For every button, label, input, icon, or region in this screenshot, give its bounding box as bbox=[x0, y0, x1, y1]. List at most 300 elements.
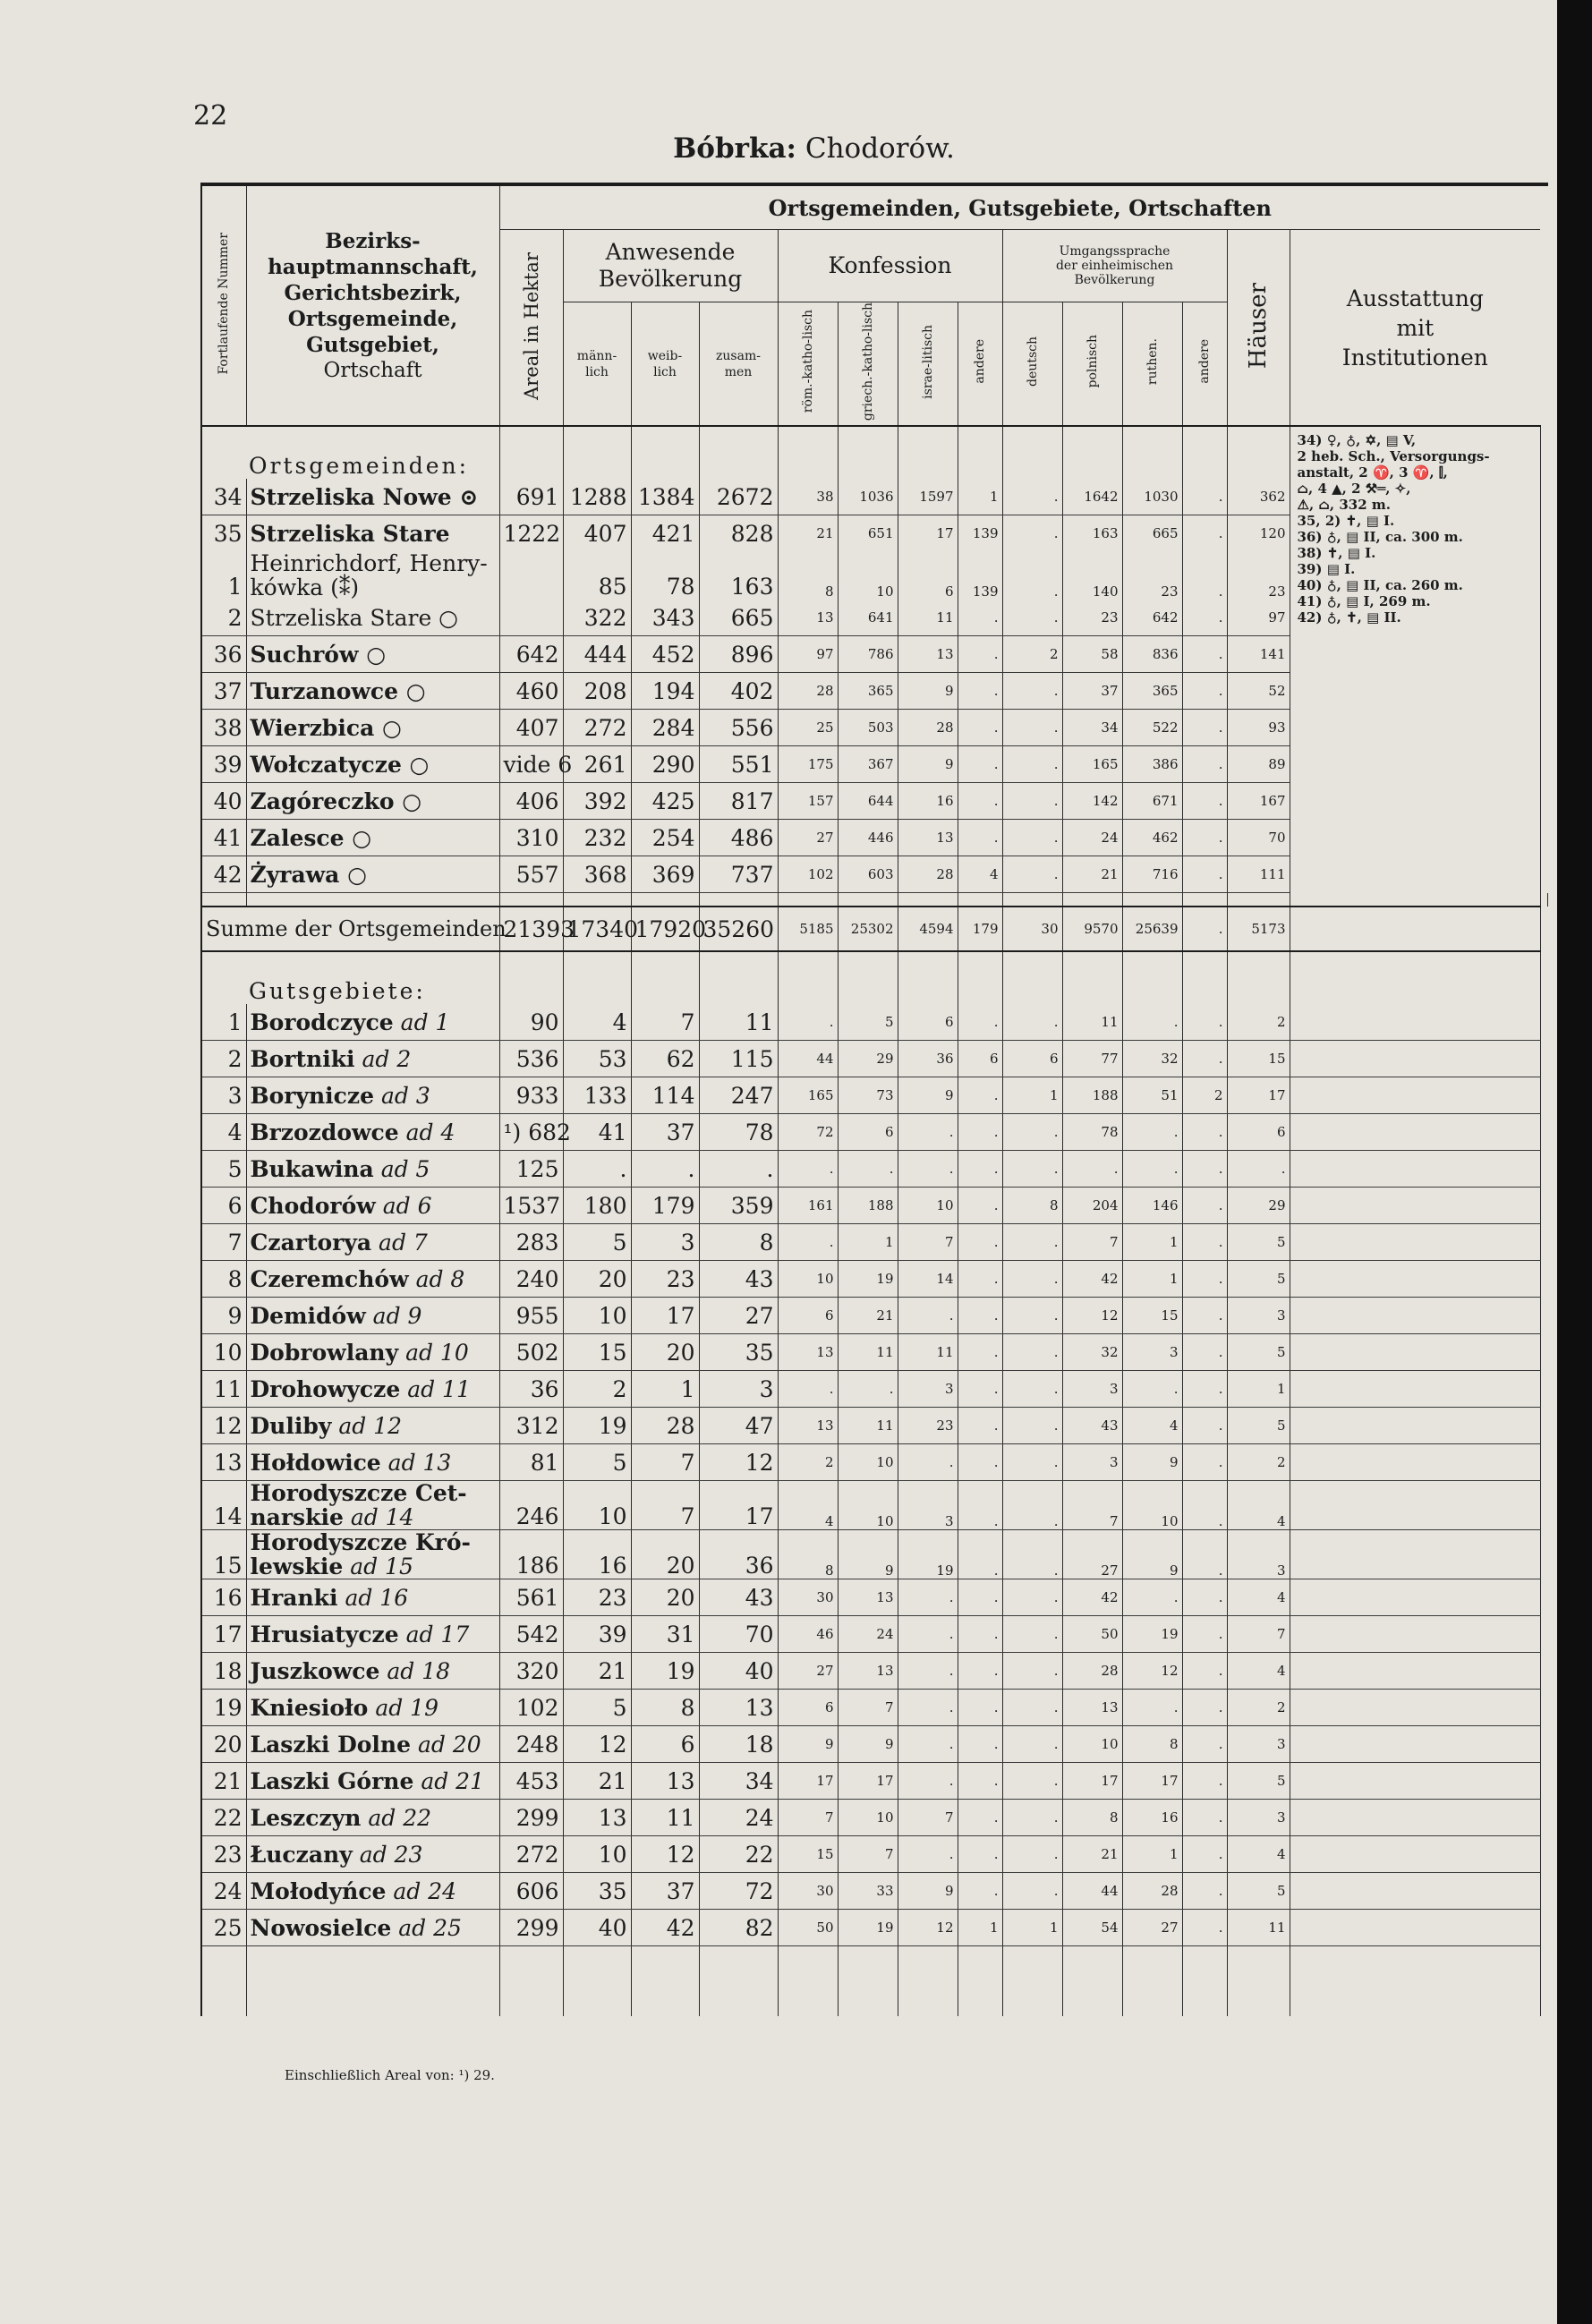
cell-pl: 13 bbox=[1062, 1690, 1122, 1726]
col-weiblich: weib- lich bbox=[631, 302, 699, 427]
cell-z: 18 bbox=[699, 1726, 778, 1763]
cell-ua: . bbox=[1182, 479, 1227, 515]
place-reference: ad 21 bbox=[421, 1767, 484, 1794]
row-number: 35 bbox=[201, 515, 246, 552]
cell-and: 139 bbox=[958, 515, 1002, 552]
place-name bbox=[246, 1873, 499, 1910]
cell-pl: 3 bbox=[1062, 1371, 1122, 1408]
heading-district: Bóbrka: bbox=[673, 132, 796, 165]
place-name bbox=[246, 1298, 499, 1334]
cell-isr: 11 bbox=[898, 600, 958, 636]
row-number: 24 bbox=[201, 1873, 246, 1910]
cell-and: . bbox=[958, 1763, 1002, 1800]
cell-de: . bbox=[1002, 1836, 1062, 1873]
gutsgebiet-row bbox=[201, 1910, 1548, 1946]
place-name-text: Dobrowlany bbox=[250, 1339, 399, 1366]
cell-z: 24 bbox=[699, 1800, 778, 1836]
place-reference: ad 3 bbox=[380, 1082, 430, 1109]
statistics-table bbox=[200, 183, 1548, 2016]
cell-ru: 642 bbox=[1122, 600, 1182, 636]
cell-de: . bbox=[1002, 551, 1062, 600]
row-number: 15 bbox=[201, 1530, 246, 1579]
cell-ru: 716 bbox=[1122, 856, 1182, 893]
cell-de: . bbox=[1002, 1800, 1062, 1836]
cell-areal: 81 bbox=[499, 1444, 563, 1481]
place-name bbox=[246, 1261, 499, 1298]
cell-ua: . bbox=[1182, 1579, 1227, 1616]
cell-ua: . bbox=[1182, 673, 1227, 710]
row-number: 38 bbox=[201, 710, 246, 746]
gutsgebiet-row bbox=[201, 1726, 1548, 1763]
cell-z: 78 bbox=[699, 1114, 778, 1151]
place-name bbox=[246, 1690, 499, 1726]
cell-gk: 644 bbox=[838, 783, 898, 820]
place-name-text: Bortniki bbox=[250, 1045, 355, 1072]
place-name bbox=[246, 1616, 499, 1653]
cell-ua: . bbox=[1182, 746, 1227, 783]
row-number: 16 bbox=[201, 1579, 246, 1616]
cell-and: . bbox=[958, 1114, 1002, 1151]
row-number: 40 bbox=[201, 783, 246, 820]
place-name bbox=[246, 783, 499, 820]
cell-areal: 536 bbox=[499, 1041, 563, 1077]
cell-h: 23 bbox=[1227, 551, 1290, 600]
cell-gk: 7 bbox=[838, 1836, 898, 1873]
cell-w: 8 bbox=[631, 1690, 699, 1726]
cell-de: . bbox=[1002, 1371, 1062, 1408]
cell-pl: 42 bbox=[1062, 1261, 1122, 1298]
row-number: 37 bbox=[201, 673, 246, 710]
cell-de: . bbox=[1002, 1298, 1062, 1334]
row-number: 39 bbox=[201, 746, 246, 783]
cell-w: 78 bbox=[631, 551, 699, 600]
col-group-anwesende: Anwesende Bevölkerung bbox=[563, 230, 778, 302]
cell-de: . bbox=[1002, 746, 1062, 783]
cell-rk: 97 bbox=[778, 636, 838, 673]
cell-ua: . bbox=[1182, 820, 1227, 856]
cell-ua: . bbox=[1182, 1481, 1227, 1530]
cell-ua: . bbox=[1182, 856, 1227, 893]
cell-isr: . bbox=[898, 1616, 958, 1653]
place-name-text: Mołodyńce bbox=[250, 1877, 387, 1904]
cell-ru: 27 bbox=[1122, 1910, 1182, 1946]
cell-z: 896 bbox=[699, 636, 778, 673]
cell-and: . bbox=[958, 783, 1002, 820]
cell-pl: 42 bbox=[1062, 1579, 1122, 1616]
cell-and: 6 bbox=[958, 1041, 1002, 1077]
place-name-text: Żyrawa ○ bbox=[250, 861, 367, 888]
cell-w: 20 bbox=[631, 1334, 699, 1371]
cell-de: . bbox=[1002, 1726, 1062, 1763]
place-name-text: Leszczyn bbox=[250, 1804, 362, 1831]
cell-areal: 453 bbox=[499, 1763, 563, 1800]
place-reference: ad 5 bbox=[380, 1155, 430, 1182]
cell-ua: . bbox=[1182, 515, 1227, 552]
cell-z: 828 bbox=[699, 515, 778, 552]
cell-m: 5 bbox=[563, 1224, 631, 1261]
cell-w: 343 bbox=[631, 600, 699, 636]
cell-areal: 406 bbox=[499, 783, 563, 820]
cell-w: . bbox=[631, 1151, 699, 1188]
cell-ru: 1 bbox=[1122, 1261, 1182, 1298]
cell-ua: . bbox=[1182, 1530, 1227, 1579]
cell-pl: 58 bbox=[1062, 636, 1122, 673]
cell-z: 36 bbox=[699, 1530, 778, 1579]
cell-z: 43 bbox=[699, 1579, 778, 1616]
cell-z: 35 bbox=[699, 1334, 778, 1371]
place-reference: ad 10 bbox=[405, 1339, 469, 1366]
gutsgebiet-row bbox=[201, 1224, 1548, 1261]
cell-rk: 27 bbox=[778, 820, 838, 856]
cell-w: 421 bbox=[631, 515, 699, 552]
cell-gk: 10 bbox=[838, 1481, 898, 1530]
cell-de: . bbox=[1002, 783, 1062, 820]
place-reference: ad 14 bbox=[350, 1504, 414, 1531]
cell-h: 15 bbox=[1227, 1041, 1290, 1077]
cell-areal: 125 bbox=[499, 1151, 563, 1188]
place-name-text: Bukawina bbox=[250, 1155, 374, 1182]
cell-m: 85 bbox=[563, 551, 631, 600]
cell-h: 5 bbox=[1227, 1408, 1290, 1444]
cell-rk: 10 bbox=[778, 1261, 838, 1298]
place-name bbox=[246, 1763, 499, 1800]
cell-de: . bbox=[1002, 1261, 1062, 1298]
cell-pl: 77 bbox=[1062, 1041, 1122, 1077]
cell-w: 13 bbox=[631, 1763, 699, 1800]
row-number: 12 bbox=[201, 1408, 246, 1444]
cell-and: 139 bbox=[958, 551, 1002, 600]
gutsgebiet-row bbox=[201, 1579, 1548, 1616]
cell-h: 52 bbox=[1227, 673, 1290, 710]
cell-de: . bbox=[1002, 673, 1062, 710]
row-number: 42 bbox=[201, 856, 246, 893]
cell-and: . bbox=[958, 1800, 1002, 1836]
cell-pl: 54 bbox=[1062, 1910, 1122, 1946]
cell-pl: 32 bbox=[1062, 1334, 1122, 1371]
cell-h: 120 bbox=[1227, 515, 1290, 552]
cell-h: 4 bbox=[1227, 1481, 1290, 1530]
place-name-text: Strzeliska Stare bbox=[250, 520, 450, 547]
gutsgebiet-row bbox=[201, 1151, 1548, 1188]
cell-pl: 188 bbox=[1062, 1077, 1122, 1114]
cell-gk: 33 bbox=[838, 1873, 898, 1910]
cell-m: 272 bbox=[563, 710, 631, 746]
heading-court: Chodorów. bbox=[805, 132, 955, 165]
cell-and: . bbox=[958, 1616, 1002, 1653]
cell-ru: 9 bbox=[1122, 1530, 1182, 1579]
place-name-text: Hranki bbox=[250, 1584, 338, 1611]
row-number: 25 bbox=[201, 1910, 246, 1946]
cell-isr: . bbox=[898, 1444, 958, 1481]
cell-ua: . bbox=[1182, 551, 1227, 600]
cell-pl: 44 bbox=[1062, 1873, 1122, 1910]
gutsgebiet-row bbox=[201, 1653, 1548, 1690]
cell-gk: 21 bbox=[838, 1298, 898, 1334]
ausstattung-notes: 34) ♀, ♁, ✡, ▤ V, 2 heb. Sch., Versorgungs- anstalt, 2 ♈, 3 ♈, ⫿, ⌂, 4 ▲, 2 ⚒═, ✧, ⚠, ⌂, 332 m. 35, 2) ✝, ▤ I. 36) ♁, ▤ II, ca. 300 m. 38) ✝, ▤ I. 39) ▤ I. 40) ♁, ▤ II, ca. 260 m. 41) ♁, ▤ I, 269 m. 42) ♁, ✝, ▤ II. bbox=[1297, 432, 1490, 626]
row-number: 6 bbox=[201, 1188, 246, 1224]
cell-m: 208 bbox=[563, 673, 631, 710]
place-name bbox=[246, 1041, 499, 1077]
col-griech-kath: griech.-katho-lisch bbox=[838, 302, 898, 427]
cell-rk: 27 bbox=[778, 1653, 838, 1690]
cell-areal bbox=[499, 600, 563, 636]
cell-rk: 165 bbox=[778, 1077, 838, 1114]
place-name-text: Kniesioło bbox=[250, 1694, 369, 1721]
cell-gk: 13 bbox=[838, 1653, 898, 1690]
cell-w: 3 bbox=[631, 1224, 699, 1261]
cell-m: 261 bbox=[563, 746, 631, 783]
cell-isr: 3 bbox=[898, 1481, 958, 1530]
cell-rk: 102 bbox=[778, 856, 838, 893]
row-number: 34 bbox=[201, 479, 246, 515]
cell-m: 10 bbox=[563, 1481, 631, 1530]
place-name bbox=[246, 1114, 499, 1151]
cell-z: 34 bbox=[699, 1763, 778, 1800]
place-reference: ad 25 bbox=[398, 1914, 462, 1941]
cell-m: . bbox=[563, 1151, 631, 1188]
cell-ua: 2 bbox=[1182, 1077, 1227, 1114]
cell-de: . bbox=[1002, 710, 1062, 746]
cell-h: 97 bbox=[1227, 600, 1290, 636]
cell-z: 163 bbox=[699, 551, 778, 600]
cell-isr: 7 bbox=[898, 1224, 958, 1261]
cell-gk: 10 bbox=[838, 1800, 898, 1836]
cell-rk: . bbox=[778, 1371, 838, 1408]
cell-de: 1 bbox=[1002, 1910, 1062, 1946]
cell-w: 1 bbox=[631, 1371, 699, 1408]
gutsgebiet-row bbox=[201, 1616, 1548, 1653]
cell-ua: . bbox=[1182, 1151, 1227, 1188]
cell-m: 39 bbox=[563, 1616, 631, 1653]
cell-w: 179 bbox=[631, 1188, 699, 1224]
cell-rk: 6 bbox=[778, 1690, 838, 1726]
cell-h: 167 bbox=[1227, 783, 1290, 820]
col-sprache-andere: andere bbox=[1182, 302, 1227, 427]
cell-ua: . bbox=[1182, 1800, 1227, 1836]
col-group-main: Ortsgemeinden, Gutsgebiete, Ortschaften bbox=[499, 184, 1540, 230]
cell-z: 486 bbox=[699, 820, 778, 856]
place-reference: ad 1 bbox=[400, 1009, 450, 1035]
cell-areal: 310 bbox=[499, 820, 563, 856]
cell-de: . bbox=[1002, 1690, 1062, 1726]
place-name bbox=[246, 1836, 499, 1873]
cell-h: 7 bbox=[1227, 1616, 1290, 1653]
cell-ru: 32 bbox=[1122, 1041, 1182, 1077]
cell-h: 362 bbox=[1227, 479, 1290, 515]
row-number: 13 bbox=[201, 1444, 246, 1481]
cell-gk: 641 bbox=[838, 600, 898, 636]
cell-areal: 407 bbox=[499, 710, 563, 746]
cell-w: 12 bbox=[631, 1836, 699, 1873]
cell-areal: ¹) 682 bbox=[499, 1114, 563, 1151]
cell-de: . bbox=[1002, 1579, 1062, 1616]
cell-de: . bbox=[1002, 1444, 1062, 1481]
cell-ua: . bbox=[1182, 1334, 1227, 1371]
place-reference: ad 20 bbox=[417, 1731, 481, 1758]
place-name bbox=[246, 746, 499, 783]
place-reference: ad 9 bbox=[372, 1302, 422, 1329]
place-name-text: Wierzbica ○ bbox=[250, 714, 402, 741]
cell-pl: 8 bbox=[1062, 1800, 1122, 1836]
cell-m: 21 bbox=[563, 1763, 631, 1800]
col-israel: israe-litisch bbox=[898, 302, 958, 427]
cell-and: . bbox=[958, 1836, 1002, 1873]
cell-areal: 642 bbox=[499, 636, 563, 673]
cell-w: 11 bbox=[631, 1800, 699, 1836]
cell-gk: 651 bbox=[838, 515, 898, 552]
cell-areal: 460 bbox=[499, 673, 563, 710]
cell-w: 17920 bbox=[631, 907, 699, 951]
cell-rk: . bbox=[778, 1224, 838, 1261]
cell-isr: 12 bbox=[898, 1910, 958, 1946]
cell-ru: . bbox=[1122, 1371, 1182, 1408]
cell-and: . bbox=[958, 1151, 1002, 1188]
cell-h: 1 bbox=[1227, 1371, 1290, 1408]
row-number: 14 bbox=[201, 1481, 246, 1530]
cell-h: 5 bbox=[1227, 1334, 1290, 1371]
place-name-text: Wołczatycze ○ bbox=[250, 751, 430, 778]
cell-w: 452 bbox=[631, 636, 699, 673]
cell-and: . bbox=[958, 1224, 1002, 1261]
row-number: 2 bbox=[201, 600, 246, 636]
cell-ru: 671 bbox=[1122, 783, 1182, 820]
gutsgebiet-row bbox=[201, 1334, 1548, 1371]
gutsgebiet-row bbox=[201, 1261, 1548, 1298]
cell-and: . bbox=[958, 1077, 1002, 1114]
cell-m: 13 bbox=[563, 1800, 631, 1836]
cell-z: 13 bbox=[699, 1690, 778, 1726]
cell-h: . bbox=[1227, 1151, 1290, 1188]
cell-w: 290 bbox=[631, 746, 699, 783]
cell-gk: 24 bbox=[838, 1616, 898, 1653]
cell-w: 284 bbox=[631, 710, 699, 746]
cell-de: . bbox=[1002, 1151, 1062, 1188]
cell-w: 254 bbox=[631, 820, 699, 856]
cell-ru: 8 bbox=[1122, 1726, 1182, 1763]
cell-m: 40 bbox=[563, 1910, 631, 1946]
cell-areal: 312 bbox=[499, 1408, 563, 1444]
cell-ua: . bbox=[1182, 1408, 1227, 1444]
place-name bbox=[246, 1077, 499, 1114]
place-name-text: Zalesce ○ bbox=[250, 824, 372, 851]
cell-and: . bbox=[958, 1873, 1002, 1910]
gutsgebiet-row bbox=[201, 1371, 1548, 1408]
cell-rk: 13 bbox=[778, 1408, 838, 1444]
cell-w: 6 bbox=[631, 1726, 699, 1763]
cell-rk: 13 bbox=[778, 600, 838, 636]
cell-and: . bbox=[958, 1444, 1002, 1481]
place-name-text: Borynicze bbox=[250, 1082, 375, 1109]
cell-gk: . bbox=[838, 1151, 898, 1188]
cell-h: 5173 bbox=[1227, 907, 1290, 951]
cell-ru: 9 bbox=[1122, 1444, 1182, 1481]
cell-ua: . bbox=[1182, 1910, 1227, 1946]
cell-z: 11 bbox=[699, 1004, 778, 1041]
cell-ua: . bbox=[1182, 1653, 1227, 1690]
cell-rk: 15 bbox=[778, 1836, 838, 1873]
cell-areal: 502 bbox=[499, 1334, 563, 1371]
cell-de: . bbox=[1002, 1616, 1062, 1653]
cell-m: 53 bbox=[563, 1041, 631, 1077]
cell-pl: 21 bbox=[1062, 1836, 1122, 1873]
cell-z: 40 bbox=[699, 1653, 778, 1690]
cell-z: 2672 bbox=[699, 479, 778, 515]
cell-ru: . bbox=[1122, 1114, 1182, 1151]
cell-w: 194 bbox=[631, 673, 699, 710]
cell-m: 16 bbox=[563, 1530, 631, 1579]
col-group-konfession: Konfession bbox=[778, 230, 1002, 302]
cell-rk: 25 bbox=[778, 710, 838, 746]
cell-ru: 522 bbox=[1122, 710, 1182, 746]
cell-gk: 1 bbox=[838, 1224, 898, 1261]
cell-de: . bbox=[1002, 1224, 1062, 1261]
place-name-text: Zagóreczko ○ bbox=[250, 787, 422, 814]
cell-de: . bbox=[1002, 1763, 1062, 1800]
cell-z: 359 bbox=[699, 1188, 778, 1224]
cell-isr: . bbox=[898, 1726, 958, 1763]
gutsgebiet-row bbox=[201, 1690, 1548, 1726]
cell-gk: 19 bbox=[838, 1261, 898, 1298]
cell-areal: 1222 bbox=[499, 515, 563, 552]
cell-ru: 51 bbox=[1122, 1077, 1182, 1114]
cell-pl: 1642 bbox=[1062, 479, 1122, 515]
cell-and: . bbox=[958, 600, 1002, 636]
cell-rk: 17 bbox=[778, 1763, 838, 1800]
cell-ua: . bbox=[1182, 1224, 1227, 1261]
cell-pl: 43 bbox=[1062, 1408, 1122, 1444]
cell-m: 5 bbox=[563, 1444, 631, 1481]
cell-h: 89 bbox=[1227, 746, 1290, 783]
place-reference: ad 11 bbox=[407, 1375, 471, 1402]
cell-m: 2 bbox=[563, 1371, 631, 1408]
cell-isr: 28 bbox=[898, 856, 958, 893]
place-name bbox=[246, 1224, 499, 1261]
cell-isr: . bbox=[898, 1579, 958, 1616]
cell-and: . bbox=[958, 1298, 1002, 1334]
cell-ru: 25639 bbox=[1122, 907, 1182, 951]
gutsgebiet-row bbox=[201, 1077, 1548, 1114]
cell-areal: 561 bbox=[499, 1579, 563, 1616]
cell-isr: 13 bbox=[898, 636, 958, 673]
place-name bbox=[246, 600, 499, 636]
place-reference: ad 7 bbox=[379, 1229, 428, 1256]
cell-z: 556 bbox=[699, 710, 778, 746]
place-name bbox=[246, 515, 499, 552]
row-number: 19 bbox=[201, 1690, 246, 1726]
cell-pl: 78 bbox=[1062, 1114, 1122, 1151]
place-name bbox=[246, 1653, 499, 1690]
cell-gk: 13 bbox=[838, 1579, 898, 1616]
cell-de: . bbox=[1002, 1408, 1062, 1444]
cell-ru: 28 bbox=[1122, 1873, 1182, 1910]
cell-and: . bbox=[958, 710, 1002, 746]
cell-areal: 246 bbox=[499, 1481, 563, 1530]
gutsgebiet-row bbox=[201, 1873, 1548, 1910]
cell-m: 180 bbox=[563, 1188, 631, 1224]
cell-z: 47 bbox=[699, 1408, 778, 1444]
cell-ua: . bbox=[1182, 783, 1227, 820]
cell-and: . bbox=[958, 1690, 1002, 1726]
cell-m: 19 bbox=[563, 1408, 631, 1444]
cell-ua: . bbox=[1182, 710, 1227, 746]
cell-pl: 140 bbox=[1062, 551, 1122, 600]
place-reference: ad 13 bbox=[387, 1449, 452, 1476]
cell-areal: 272 bbox=[499, 1836, 563, 1873]
cell-isr: 9 bbox=[898, 1077, 958, 1114]
cell-gk: 10 bbox=[838, 551, 898, 600]
place-name-text: Turzanowce ○ bbox=[250, 677, 426, 704]
cell-z: 402 bbox=[699, 673, 778, 710]
